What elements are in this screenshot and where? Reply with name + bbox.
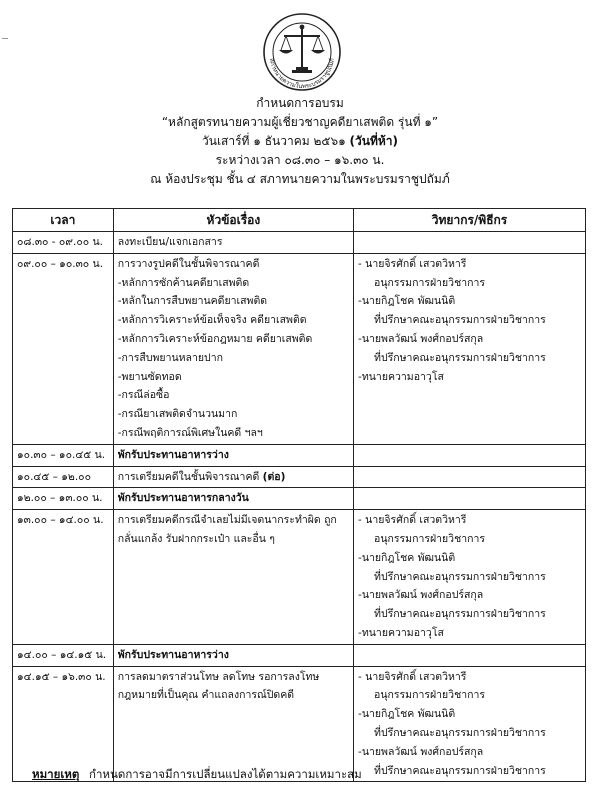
topic-line: การลดมาตราส่วนโทษ ลดโทษ รอการลงโทษ — [117, 670, 320, 683]
break-label: พักรับประทานอาหารว่าง — [117, 648, 229, 661]
table-row — [13, 666, 586, 782]
program-title: กำหนดการอบรม — [256, 96, 344, 110]
row-topic — [113, 232, 353, 254]
break-label: พักรับประทานอาหารกลางวัน — [117, 492, 249, 505]
row-time: ๑๓.๐๐ – ๑๔.๐๐ น. — [13, 510, 114, 645]
topic-continued: (ต่อ) — [262, 470, 286, 483]
table-row — [13, 488, 586, 510]
schedule-table — [12, 208, 586, 782]
scales-of-justice-icon — [262, 12, 342, 92]
speaker-role: อนุกรรมการฝ่ายวิชาการ — [374, 689, 485, 702]
topic-line: กลั่นแกล้ง รับฝากกระเป๋า และอื่น ๆ — [117, 532, 275, 545]
topic-line: -หลักการซักค้านคดียาเสพติด — [117, 276, 250, 289]
topic-line: -หลักการวิเคราะห์ข้อเท็จจริง คดียาเสพติด — [117, 314, 307, 327]
topic-line: กฎหมายที่เป็นคุณ คำแถลงการณ์ปิดคดี — [117, 689, 295, 702]
speaker-name: -นายพลวัฒน์ พงศ์กอปร์สกุล — [358, 745, 484, 758]
topic-line: ลงทะเบียน/แจกเอกสาร — [117, 236, 223, 248]
row-speakers — [354, 510, 586, 645]
speaker-name: -ทนายความอาวุโส — [358, 626, 444, 639]
table-row — [13, 466, 586, 488]
topic-line: -หลักการวิเคราะห์ข้อกฎหมาย คดียาเสพติด — [117, 332, 313, 345]
speaker-role: ที่ปรึกษาคณะอนุกรรมการฝ่ายวิชาการ — [374, 764, 546, 777]
topic-line: -กรณียาเสพติดจำนวนมาก — [117, 408, 238, 421]
topic-line — [118, 468, 349, 487]
topic-line: -กรณีล่อซื้อ — [117, 389, 170, 402]
document-header — [0, 94, 600, 189]
row-topic — [113, 644, 353, 666]
speaker-name: -นายกิฎโชค พัฒนนิติ — [358, 551, 456, 564]
footnote-label: หมายเหตุ — [32, 767, 80, 781]
speaker-name: -นายกิฎโชค พัฒนนิติ — [358, 708, 456, 721]
row-time: ๑๔.๐๐ – ๑๔.๑๕ น. — [13, 644, 114, 666]
table-row — [13, 232, 586, 254]
table-row — [13, 444, 586, 466]
speaker-name: -นายพลวัฒน์ พงศ์กอปร์สกุล — [358, 589, 484, 602]
speaker-name: -นายกิฎโชค พัฒนนิติ — [358, 295, 456, 308]
speaker-name: -นายพลวัฒน์ พงศ์กอปร์สกุล — [358, 332, 484, 345]
speaker-name: - นายจิรศักดิ์ เสวตวิหารี — [358, 514, 467, 527]
row-topic — [113, 466, 353, 488]
row-topic — [113, 253, 353, 444]
row-topic — [113, 488, 353, 510]
table-header-row — [13, 209, 586, 232]
row-time: ๐๘.๓๐ - ๐๙.๐๐ น. — [13, 232, 114, 254]
event-date-text: วันเสาร์ที่ ๑ ธันวาคม ๒๕๖๑ — [202, 134, 346, 148]
footnote-text: กำหนดการอาจมีการเปลี่ยนแปลงได้ตามความเหมาะสม — [89, 767, 362, 781]
speaker-role: ที่ปรึกษาคณะอนุกรรมการฝ่ายวิชาการ — [374, 726, 546, 739]
course-title: “หลักสูตรทนายความผู้เชี่ยวชาญคดียาเสพติด รุ่นที่ ๑” — [161, 115, 439, 129]
seal-text: สภาทนายความในพระบรมราชูปถัมภ์ — [268, 57, 336, 91]
table-row — [13, 644, 586, 666]
topic-line: การเตรียมคดีกรณีจำเลยไม่มีเจตนากระทำผิด ถูก — [117, 514, 337, 527]
break-label: พักรับประทานอาหารว่าง — [117, 448, 229, 461]
speaker-role: อนุกรรมการฝ่ายวิชาการ — [374, 276, 485, 289]
event-venue: ณ ห้องประชุม ชั้น ๔ สภาทนายความในพระบรมราชูปถัมภ์ — [150, 172, 450, 186]
topic-text: การเตรียมคดีในชั้นพิจารณาคดี — [117, 470, 260, 483]
speaker-name: -ทนายความอาวุโส — [358, 370, 444, 383]
row-speakers — [354, 253, 586, 444]
row-time: ๑๔.๑๕ – ๑๖.๓๐ น. — [13, 666, 114, 782]
row-time: ๑๐.๔๕ – ๑๒.๐๐ — [13, 466, 114, 488]
speaker-role: ที่ปรึกษาคณะอนุกรรมการฝ่ายวิชาการ — [374, 314, 546, 327]
event-day-label: (วันที่ห้า) — [349, 134, 398, 148]
footnote — [32, 766, 362, 784]
topic-line: -หลักในการสืบพยานคดียาเสพติด — [117, 295, 268, 308]
table-row — [13, 510, 586, 645]
column-header-topic: หัวข้อเรื่อง — [113, 209, 353, 232]
scan-mark — [2, 38, 8, 39]
row-speakers — [354, 466, 586, 488]
topic-line: -กรณีพฤติการณ์พิเศษในคดี ฯลฯ — [117, 426, 263, 439]
row-topic — [113, 510, 353, 645]
speaker-role: ที่ปรึกษาคณะอนุกรรมการฝ่ายวิชาการ — [374, 608, 546, 621]
table-row — [13, 253, 586, 444]
row-speakers — [354, 644, 586, 666]
speaker-role: ที่ปรึกษาคณะอนุกรรมการฝ่ายวิชาการ — [374, 570, 546, 583]
topic-line: การวางรูปคดีในชั้นพิจารณาคดี — [117, 257, 260, 270]
speaker-name: - นายจิรศักดิ์ เสวตวิหารี — [358, 257, 467, 270]
topic-line: -พยานซัดทอด — [117, 370, 182, 383]
speaker-role: อนุกรรมการฝ่ายวิชาการ — [374, 532, 485, 545]
speaker-role: ที่ปรึกษาคณะอนุกรรมการฝ่ายวิชาการ — [374, 351, 546, 364]
event-time: ระหว่างเวลา ๐๘.๓๐ – ๑๖.๓๐ น. — [215, 153, 385, 167]
row-time: ๐๙.๐๐ – ๑๐.๓๐ น. — [13, 253, 114, 444]
row-topic — [113, 444, 353, 466]
row-speakers — [354, 488, 586, 510]
row-time: ๑๐.๓๐ – ๑๐.๔๕ น. — [13, 444, 114, 466]
row-speakers — [354, 444, 586, 466]
column-header-time: เวลา — [13, 209, 114, 232]
row-topic — [113, 666, 353, 782]
row-time: ๑๒.๐๐ – ๑๓.๐๐ น. — [13, 488, 114, 510]
row-speakers — [354, 666, 586, 782]
speaker-name: - นายจิรศักดิ์ เสวตวิหารี — [358, 670, 467, 683]
column-header-speakers: วิทยากร/พิธีกร — [354, 209, 586, 232]
topic-line: -การสืบพยานหลายปาก — [117, 351, 223, 364]
event-date — [0, 132, 600, 151]
row-speakers — [354, 232, 586, 254]
